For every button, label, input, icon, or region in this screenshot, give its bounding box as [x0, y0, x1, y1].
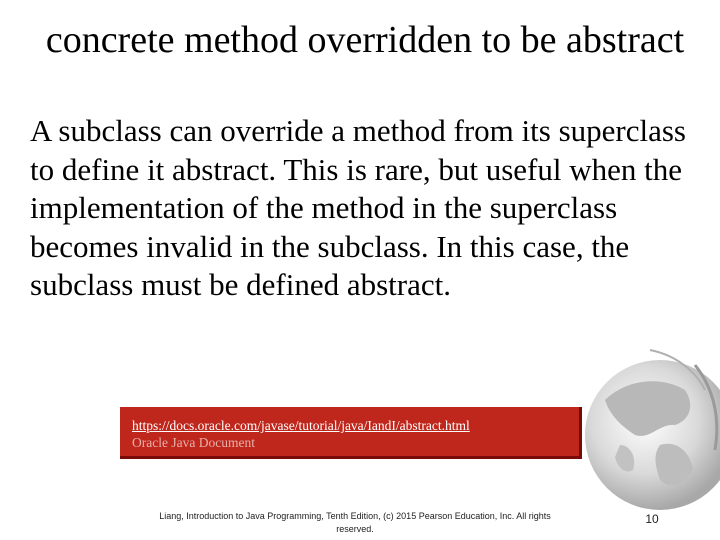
- reference-box: [120, 407, 582, 459]
- footer-copyright: Liang, Introduction to Java Programming, Tenth Edition, (c) 2015 Pearson Education, Inc. All rights reserved.: [159, 511, 551, 534]
- globe-icon: [565, 345, 720, 515]
- slide-body-text: A subclass can override a method from its superclass to define it abstract. This is rare, but useful when the implementation of the method in the superclass becomes invalid in the subclass. In this case, the subclass must be defined abstract.: [30, 113, 686, 302]
- slide-title: concrete method overridden to be abstract: [45, 19, 685, 61]
- page-number: 10: [645, 512, 659, 526]
- reference-label: Oracle Java Document: [132, 435, 255, 450]
- reference-link[interactable]: https://docs.oracle.com/javase/tutorial/java/IandI/abstract.html: [132, 418, 470, 433]
